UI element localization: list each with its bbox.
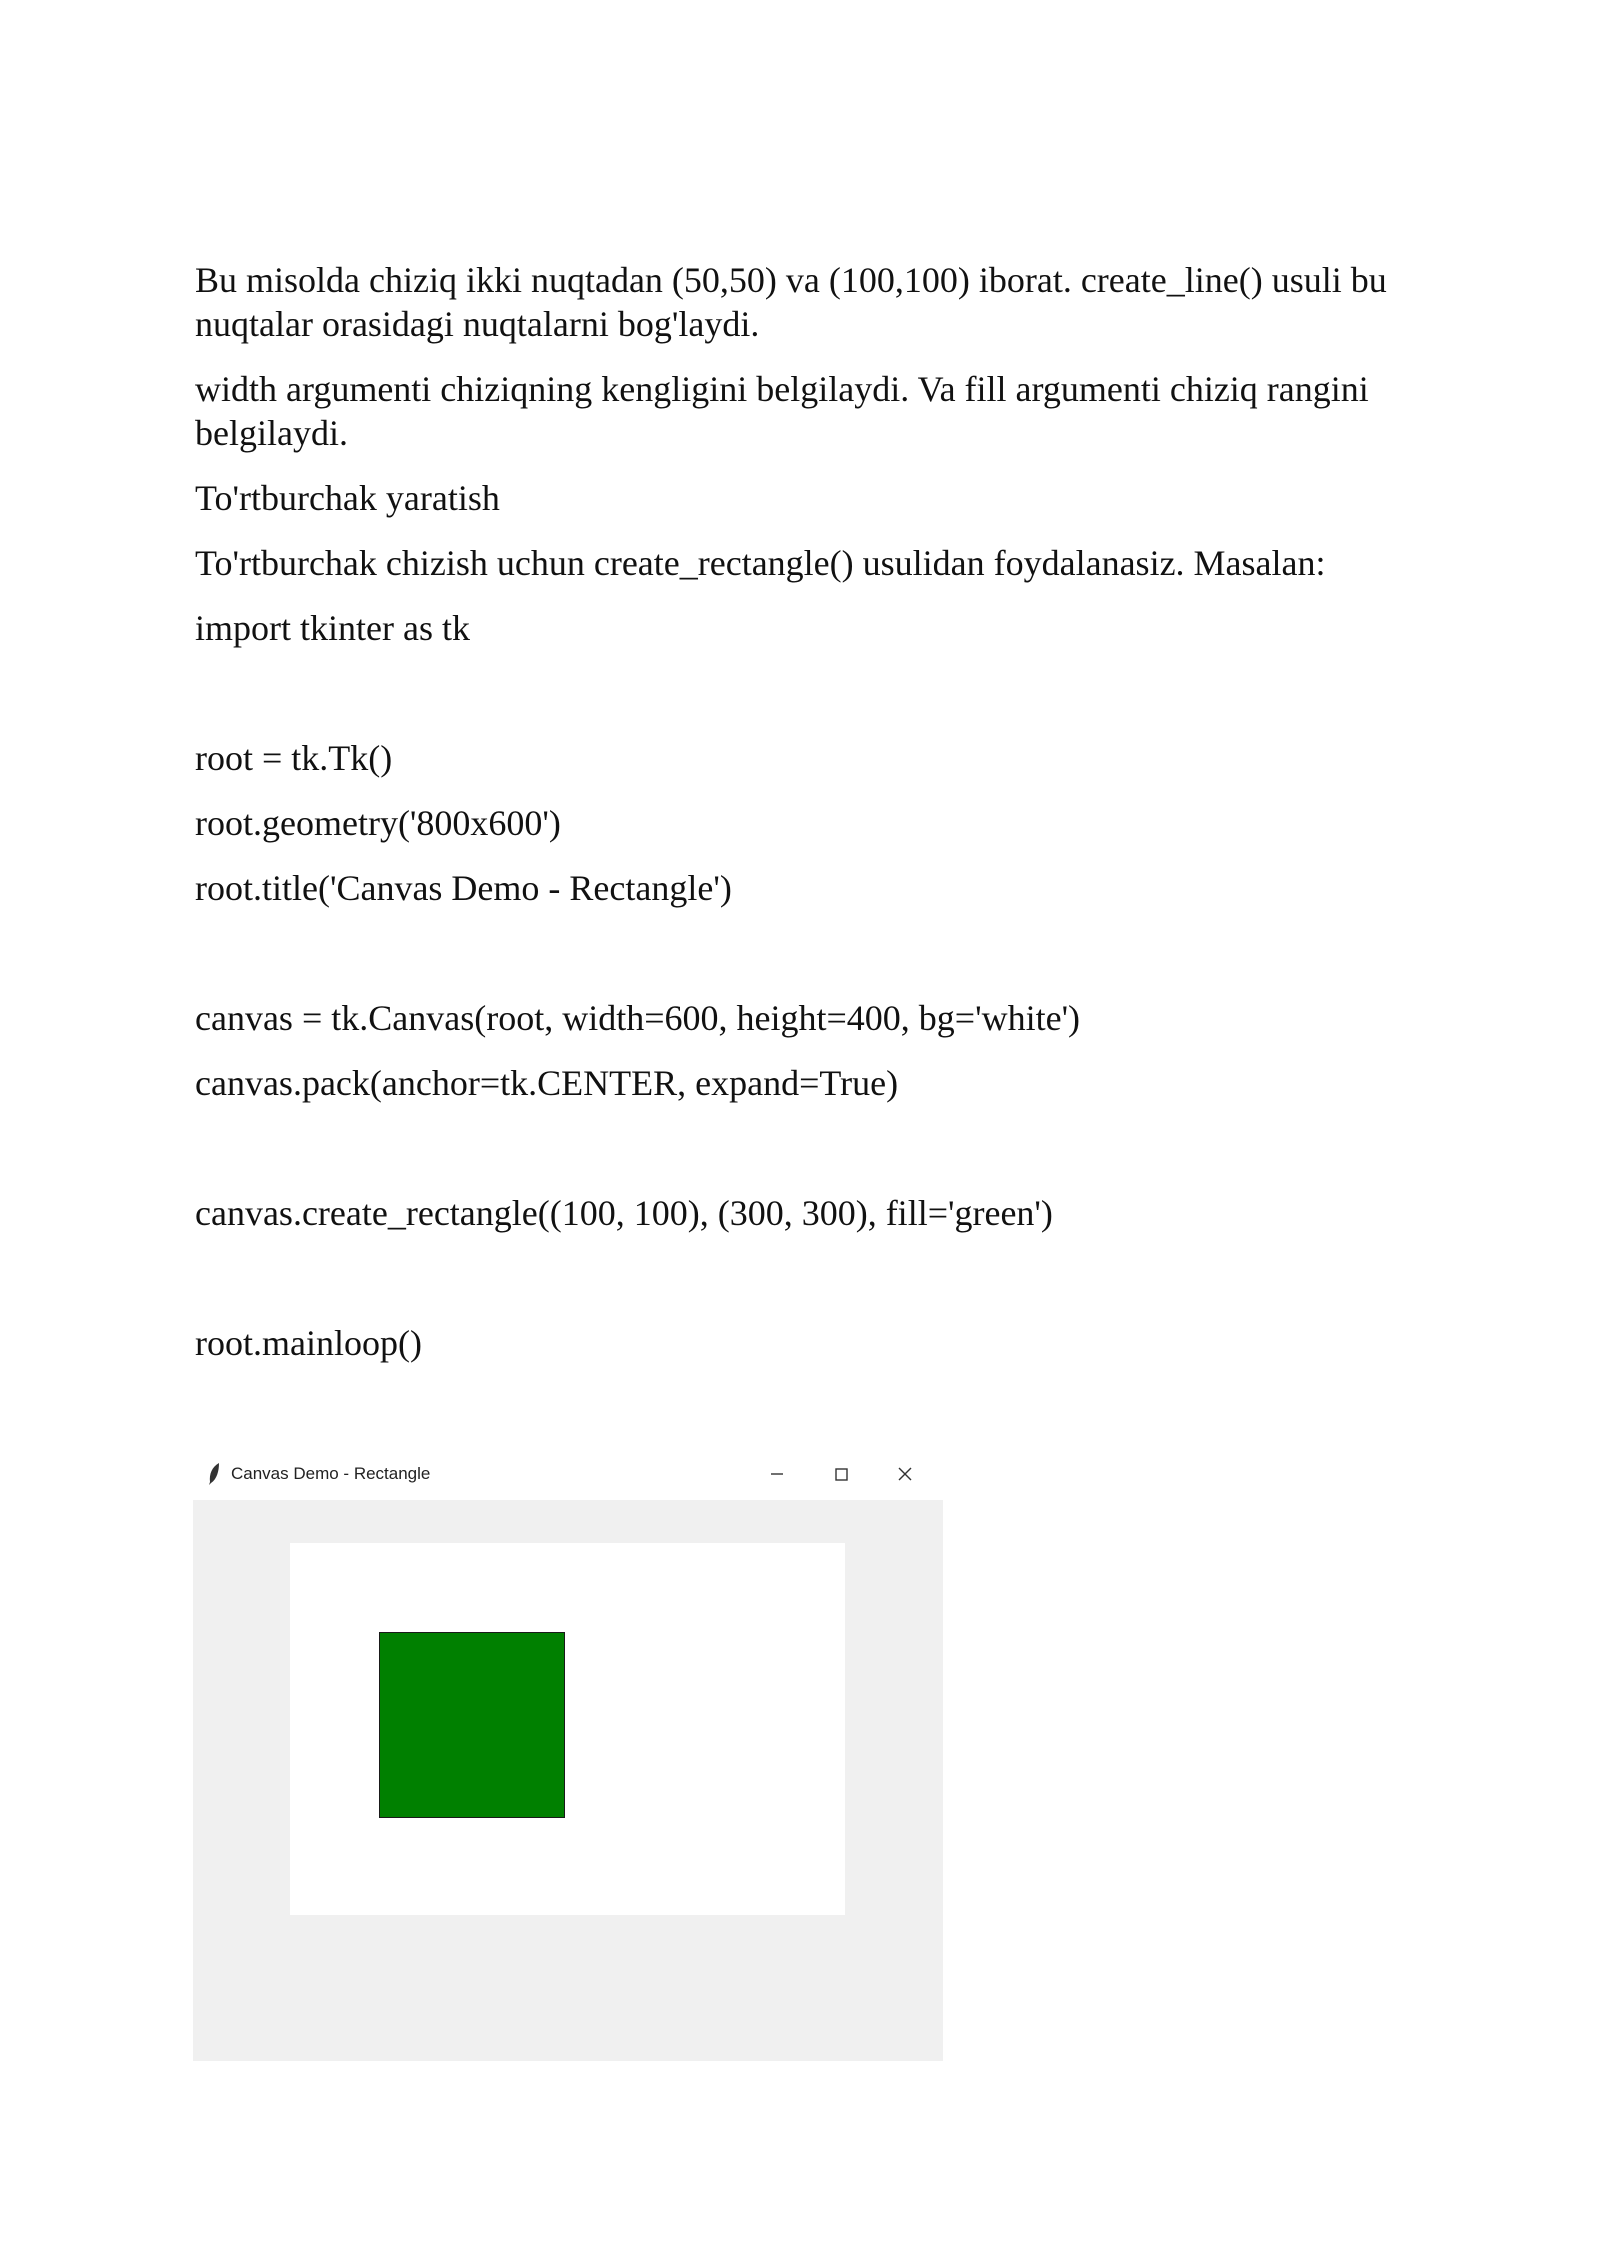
maximize-icon[interactable] bbox=[827, 1460, 855, 1488]
code-line-canvas: canvas = tk.Canvas(root, width=600, height=400, bg='white') bbox=[195, 998, 1081, 1038]
code-line-import: import tkinter as tk bbox=[195, 608, 470, 648]
heading-rectangle: To'rtburchak yaratish bbox=[195, 478, 500, 518]
code-line-root: root = tk.Tk() bbox=[195, 738, 393, 778]
window-screenshot bbox=[193, 1448, 943, 2061]
code-line-mainloop: root.mainloop() bbox=[195, 1323, 422, 1363]
feather-icon bbox=[207, 1462, 221, 1486]
code-line-pack: canvas.pack(anchor=tk.CENTER, expand=True) bbox=[195, 1063, 899, 1103]
window-title: Canvas Demo - Rectangle bbox=[231, 1464, 431, 1483]
code-line-create-rectangle: canvas.create_rectangle((100, 100), (300, 300), fill='green') bbox=[195, 1193, 1053, 1233]
paragraph-width-fill: width argumenti chiziqning kengligini belgilaydi. Va fill argumenti chiziq rangini belgilaydi. bbox=[195, 369, 1369, 453]
window-titlebar bbox=[193, 1448, 943, 1500]
window-client-area bbox=[193, 1500, 943, 2061]
tk-canvas bbox=[290, 1543, 845, 1915]
code-line-geometry: root.geometry('800x600') bbox=[195, 803, 561, 843]
code-line-title: root.title('Canvas Demo - Rectangle') bbox=[195, 868, 732, 908]
paragraph-create-rectangle: To'rtburchak chizish uchun create_rectangle() usulidan foydalanasiz. Masalan: bbox=[195, 543, 1326, 583]
paragraph-create-line: Bu misolda chiziq ikki nuqtadan (50,50) va (100,100) iborat. create_line() usuli bu nuqtalar orasidagi nuqtalarni bog'laydi. bbox=[195, 260, 1387, 344]
close-icon[interactable] bbox=[891, 1460, 919, 1488]
minimize-icon[interactable] bbox=[763, 1460, 791, 1488]
green-rectangle bbox=[379, 1632, 565, 1818]
